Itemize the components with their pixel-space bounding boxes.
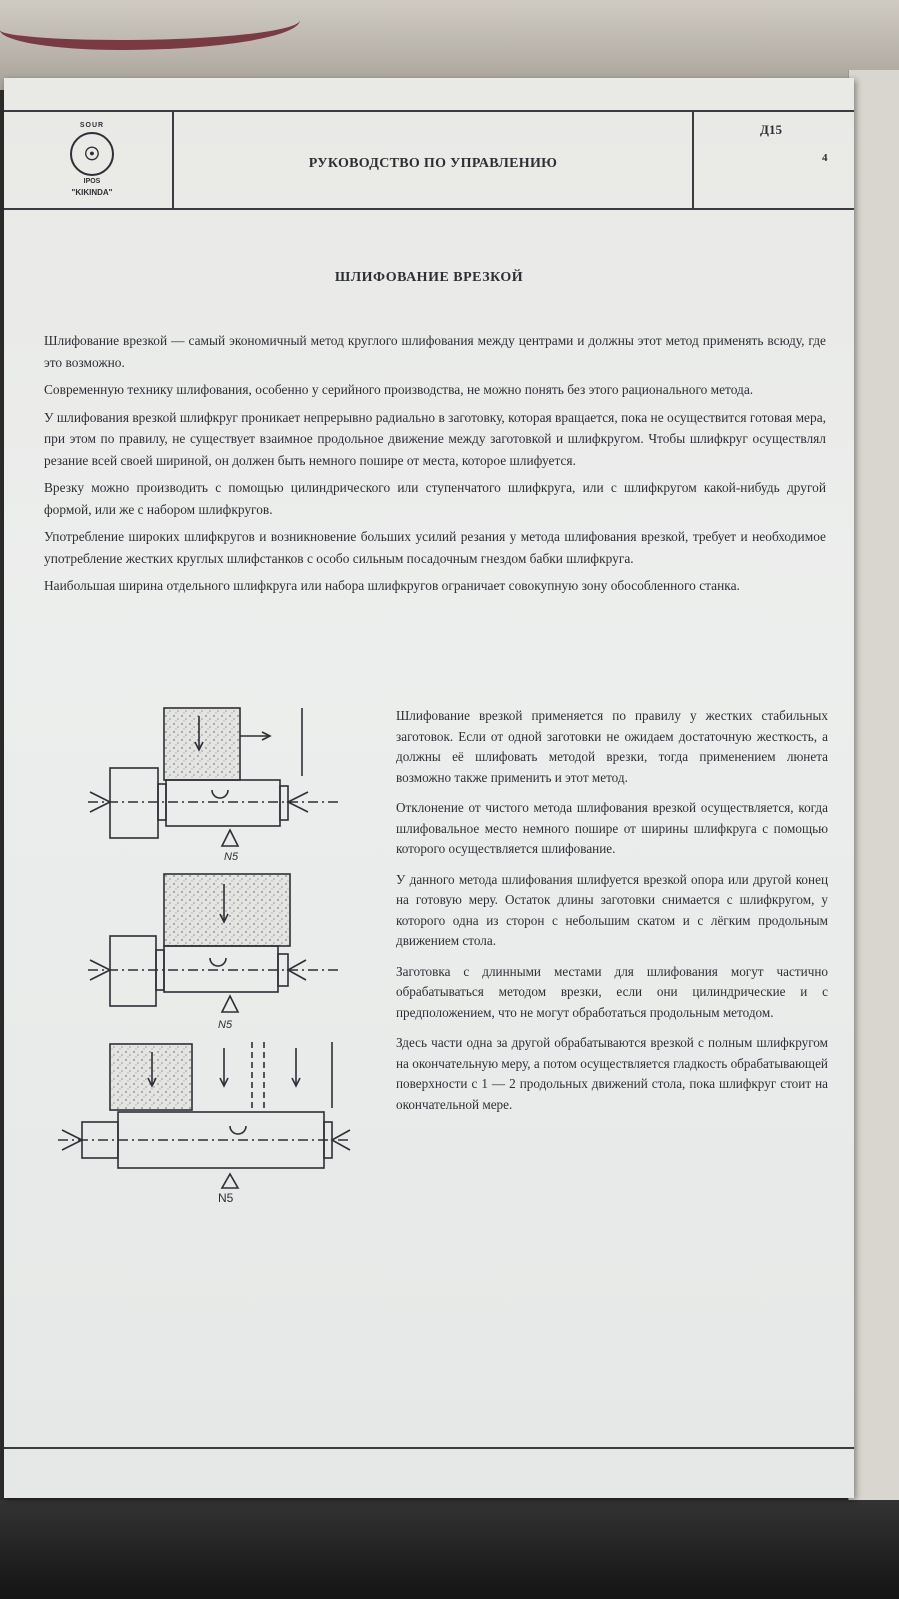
figure-3-diagram xyxy=(58,1042,350,1188)
logo-name-text: "KIKINDA" xyxy=(71,188,113,197)
paragraph: Современную технику шлифования, особенно у серийного производства, не можно понять без этого рационального метода. xyxy=(44,382,754,397)
logo-top-text: SOUR xyxy=(79,122,105,129)
paragraph: У данного метода шлифования шлифуется врезкой опора или другой конец на готовую меру. Остаток длины заготовки снимается с шлифкругом, у которого одна из сторон с небольшим скатом и с лёгким продольным движением стола. xyxy=(396,871,828,948)
figure-2-label: N5 xyxy=(218,1019,233,1031)
logo-bottom-text: IPOS xyxy=(83,178,101,185)
document-code: Д15 xyxy=(760,122,782,137)
paragraph: Наибольшая ширина отдельного шлифкруга или набора шлифкругов ограничает совокупную зону обособленного станка. xyxy=(44,578,740,593)
paragraph: Употребление широких шлифкругов и возникновение больших усилий резания у метода шлифования врезкой, требует и необходимое употребление жестких круглых шлифстанков с особо сильным посадочным гнездом бабки шлифкруга. xyxy=(44,529,826,566)
paragraph: Отклонение от чистого метода шлифования врезкой осуществляется, когда шлифовальное место немного пошире от ширины шлифкруга с помощью которого осуществляется шлифование. xyxy=(396,800,828,856)
paragraph: Врезку можно производить с помощью цилиндрического или ступенчатого шлифкруга, или с шлифкругом какой-нибудь другой формой, или же с набором шлифкругов. xyxy=(44,480,826,517)
figure-2-diagram xyxy=(88,874,338,1012)
paragraph: Заготовка с длинными местами для шлифования могут частично обрабатываться методом врезки, если они цилиндрические и с предположением, что не могут обработаться продольным методом. xyxy=(396,963,828,1020)
header-divider xyxy=(692,112,694,208)
side-text xyxy=(396,706,828,1125)
document-page xyxy=(4,78,854,1498)
figure-1-diagram xyxy=(88,708,338,846)
paragraph: Здесь части одна за другой обрабатываются врезкой с полным шлифкругом на окончательную меру, а потом осуществляется гладкость обрабатывающей поверхности с 1 — 2 продольных движений стола, пока шлифкруг стоит на окончательной мере. xyxy=(396,1035,828,1112)
page-number: 4 xyxy=(822,152,828,164)
bottom-rule xyxy=(4,1447,854,1449)
background-next-page xyxy=(848,70,899,1510)
paragraph: Шлифование врезкой применяется по правилу у жестких стабильных заготовок. Если от одной заготовки не ожидаем достаточную жесткость, а должны её шлифовать методой врезки, тогда применением люнета возможно также применить и этот метод. xyxy=(396,708,828,785)
paragraph: У шлифования врезкой шлифкруг проникает непрерывно радиально в заготовку, которая вращается, пока не осуществится готовая мера, при этом по правилу, не существует взаимное продольное движение между заготовкой и шлифкругом. Чтобы шлифкруг осуществлял резание всей своей шириной, он должен быть немного пошире от места, которое шлифуется. xyxy=(44,409,826,468)
page-header xyxy=(4,110,854,210)
intro-text xyxy=(44,330,826,603)
section-title: ШЛИФОВАНИЕ ВРЕЗКОЙ xyxy=(334,270,524,285)
company-logo xyxy=(60,122,124,198)
document-title: РУКОВОДСТВО ПО УПРАВЛЕНИЮ xyxy=(308,156,558,171)
grinding-diagrams xyxy=(44,698,384,1218)
grinding-figures xyxy=(44,698,384,1218)
background-table xyxy=(0,1500,899,1599)
logo-emblem-icon: ☉ xyxy=(70,132,114,176)
figure-3-label: N5 xyxy=(218,1191,234,1205)
figure-1-label: N5 xyxy=(224,851,239,863)
paragraph: Шлифование врезкой — самый экономичный метод круглого шлифования между центрами и должны этот метод применять всюду, где это возможно. xyxy=(44,333,826,370)
